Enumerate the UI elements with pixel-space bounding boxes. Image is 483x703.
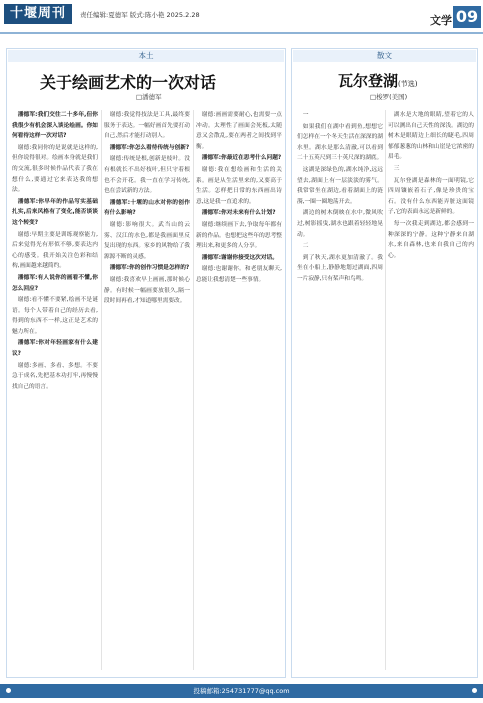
newspaper-logo: 十堰周刊 [4, 4, 72, 24]
paragraph: 谢德:影响很大。武当山的云雾、汉江的水色,都是我画面里反复出现的东西。家乡的风物给了我源源不断的灵感。 [104, 221, 190, 260]
paragraph: 谢德:早期主要是训练观察能力,后来觉得光有形似不够,要表达内心的感受。我开始关注色彩和结构,画面越来越简约。 [12, 231, 98, 270]
left-byline: □潘德军 [136, 93, 162, 101]
section-name: 文学 [430, 14, 452, 27]
paragraph: 潘德军:你早年的作品写实基础扎实,后来风格有了变化,能否谈谈这个转变? [12, 198, 98, 226]
right-title-main: 瓦尔登湖 [338, 72, 399, 90]
right-title-note: (节选) [398, 80, 418, 88]
paragraph: 如果我们在湖中看到鱼,想想它们怎样在一个冬天生活在深深的湖水里。湖水是那么清澈,可以看到二十五英尺到三十英尺深的湖底。 [297, 123, 383, 162]
left-section-label: 本土 [8, 50, 284, 62]
corner-mark [6, 688, 11, 693]
right-byline: □梭罗(美国) [370, 93, 408, 101]
column-divider [101, 110, 102, 670]
paragraph: 谢德:继续画下去,争取每年都有新的作品。也想把这些年的思考整理出来,和更多的人分享。 [196, 221, 282, 250]
right-section-label: 散文 [293, 50, 476, 62]
paragraph: 潘德军:我们交往二十多年,但你我很少有机会深入谈论绘画。你如何看待这样一次对话? [12, 112, 98, 140]
left-text-column-3 [196, 110, 282, 670]
paragraph: 谢德:多画、多看、多想。不要急于成名,先把基本功打牢,再慢慢找自己的语言。 [12, 362, 98, 390]
left-text-column-2 [104, 110, 190, 670]
right-article-title [338, 70, 417, 91]
paragraph: 潘德军:十堰的山水对你的创作有什么影响? [104, 199, 190, 217]
paragraph: 二 [302, 243, 309, 250]
paragraph: 潘德军:你的创作习惯是怎样的? [109, 265, 190, 272]
footer-bar: 投稿邮箱:254731777@qq.com [0, 684, 483, 698]
paragraph: 谢德:画画需要耐心,也需要一点冲动。太理性了画面会死板,太随意又会散乱,要在两者之间找到平衡。 [196, 112, 282, 150]
left-article-title: 关于绘画艺术的一次对话 [40, 73, 217, 92]
corner-mark [472, 688, 477, 693]
paragraph: 潘德军:你怎么看待传统与创新? [109, 144, 190, 151]
paragraph: 谢德:我觉得技法是工具,最终要服务于表达。一幅好画首先要打动自己,然后才能打动别人。 [104, 112, 190, 140]
paragraph: 潘德军:谢谢你接受这次对话。 [201, 254, 278, 261]
paragraph: 谢德:看不懂不要紧,绘画不是谜语。每个人带着自己的经历去看,得到的东西不一样,这正是艺术的魅力所在。 [12, 297, 98, 335]
paragraph: 谢德:传统是根,创新是枝叶。没有根就长不出好枝叶,但只守着根也不会开花。我一直在学习传统,也在尝试新的方法。 [104, 156, 190, 195]
top-divider [0, 32, 483, 34]
paragraph: 谢德:也谢谢你。和老朋友聊天,总能让我想清楚一些事情。 [196, 266, 282, 283]
right-text-column-1 [297, 110, 383, 670]
paragraph: 瓦尔登湖是森林的一面明镜,它四周镶嵌着石子,像是珍贵的宝石。没有什么东西能弄脏这面镜子,它的表面永远是新鲜的。 [388, 177, 474, 216]
masthead [0, 0, 483, 30]
paragraph: 潘德军:你对年轻画家有什么建议? [12, 340, 98, 358]
left-text-column-1 [12, 110, 98, 670]
paragraph: 潘德军:有人说你的画看不懂,你怎么回应? [12, 274, 98, 292]
paragraph: 潘德军:你对未来有什么计划? [201, 210, 276, 217]
paragraph: 谢德:我同你的是说就是这样的,但你说得很对。绘画本身就是我们的交流,很多时候作品代表了我在想什么,要通过它来表达我的想法。 [12, 144, 98, 194]
editor-meta: 责任编辑:夏德军 版式:陈小艳 2025.2.28 [80, 11, 200, 19]
paragraph: 三 [393, 165, 400, 172]
paragraph: 谢德:我在想绘画和生活的关系。画是从生活里来的,又要高于生活。怎样把日常的东西画出诗意,这是我一直追求的。 [196, 166, 282, 205]
paragraph: 每一次我走到湖边,都会感到一种深深的宁静。这种宁静来自湖水,来自森林,也来自我自己的内心。 [388, 220, 474, 259]
paragraph: 一 [302, 112, 309, 118]
paragraph: 湖水是大地的眼睛,望着它的人可以测出自己天性的深浅。湖边的树木是眼睛边上细长的睫毛,四周郁郁葱葱的山林和山崖是它浓密的眉毛。 [388, 112, 474, 161]
column-divider [193, 110, 194, 670]
paragraph: 谢德:我喜欢早上画画,那时候心静。有时候一幅画要放很久,隔一段时间再看,才知道哪里需要改。 [104, 276, 190, 305]
right-text-column-2 [388, 110, 474, 670]
paragraph: 潘德军:你最近在思考什么问题? [201, 155, 282, 162]
paragraph: 这湖是深绿色的,湖水纯净,远远望去,湖面上有一层淡淡的雾气。我常常坐在湖边,看着湖面上的涟漪,一圈一圈地荡开去。 [297, 166, 383, 205]
paragraph: 湖边的树木倒映在水中,微风吹过,树影摇曳,湖水也跟着轻轻地晃动。 [297, 210, 383, 238]
column-divider [385, 110, 386, 670]
paragraph: 到了秋天,湖水更加清澈了。我坐在小船上,静静地划过湖面,四周一片寂静,只有桨声和鸟鸣。 [297, 254, 383, 282]
page-number: 09 [453, 6, 481, 28]
